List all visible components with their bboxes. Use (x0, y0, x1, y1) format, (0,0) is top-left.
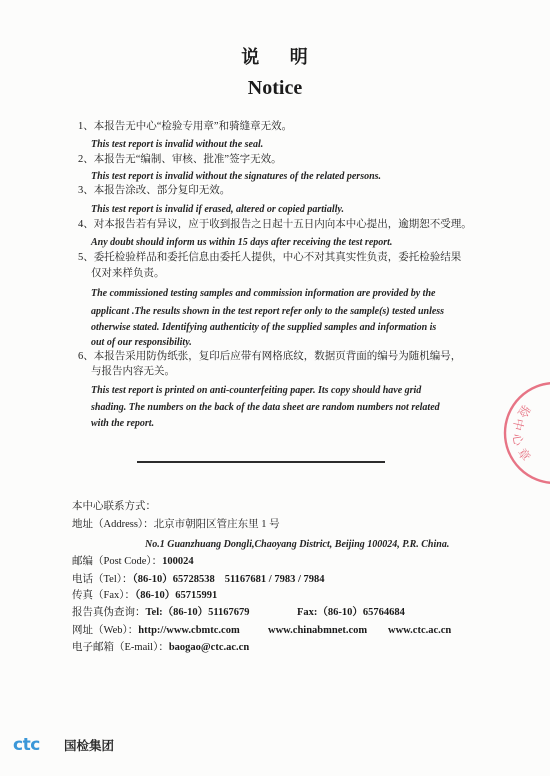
notice-item-5-en-line-1: The commissioned testing samples and commission information are provided by the (91, 288, 436, 299)
notice-item-5-cn-line-2: 仅对来样负责。 (91, 268, 165, 279)
notice-item-2-cn: 2、本报告无“编制、审核、批准”签字无效。 (78, 154, 282, 165)
contact-email (72, 641, 249, 655)
seal-char: 章 (514, 445, 534, 464)
verify-label: 报告真伪查询： (72, 607, 146, 618)
contact-address (72, 518, 280, 532)
notice-item-1-en: This test report is invalid without the seal. (91, 139, 264, 150)
postcode-value: 100024 (162, 556, 194, 567)
tel-value-main: （86-10）65728538 (132, 574, 215, 585)
notice-item-6-en-line-2: shading. The numbers on the back of the data sheet are random numbers not related (91, 402, 440, 413)
postcode-label: 邮编（Post Code）： (72, 556, 163, 567)
notice-item-6-cn-line-1: 6、本报告采用防伪纸张，复印后应带有网格底纹，数据页背面的编号为随机编号， (78, 351, 462, 362)
notice-item-4-cn: 4、对本报告若有异议，应于收到报告之日起十五日内向本中心提出，逾期恕不受理。 (78, 219, 472, 230)
address-label: 地址（Address）： (72, 519, 154, 530)
notice-item-6-en-line-3: with the report. (91, 418, 155, 429)
contact-web (72, 624, 240, 638)
verify-tel: Tel:（86-10）51167679 (145, 607, 250, 618)
email-value: baogao@ctc.ac.cn (168, 642, 250, 653)
notice-item-5-en-line-4: out of our responsibility. (91, 337, 192, 348)
web-url-2: www.chinabmnet.com (268, 625, 368, 636)
notice-item-1-cn: 1、本报告无中心“检验专用章”和骑缝章无效。 (78, 121, 293, 132)
seal-stamp (502, 378, 550, 488)
tel-value-extra: 51167681 / 7983 / 7984 (224, 574, 325, 585)
verify-fax (297, 606, 405, 620)
seal-char: 心 (509, 432, 526, 447)
fax-label: 传真（Fax）： (72, 590, 135, 601)
notice-item-5-en-line-3: otherwise stated. Identifying authenticity of the supplied samples and information is (91, 322, 437, 333)
contact-verify (72, 606, 250, 620)
section-divider (137, 461, 385, 463)
web-url-3-wrap (388, 624, 451, 638)
notice-item-2-en: This test report is invalid without the signatures of the related persons. (91, 171, 382, 182)
notice-item-3-en: This test report is invalid if erased, altered or copied partially. (91, 204, 344, 215)
contact-fax (72, 589, 217, 603)
web-url-1: http://www.cbmtc.com (138, 625, 240, 636)
tel-label: 电话（Tel）： (72, 574, 133, 585)
email-label: 电子邮箱（E-mail）： (72, 642, 169, 653)
contact-postcode (72, 555, 194, 569)
verify-fax-value: Fax:（86-10）65764684 (297, 607, 405, 618)
seal-char: 验 (514, 402, 534, 421)
contact-tel (72, 573, 325, 587)
seal-ring (505, 383, 550, 483)
notice-item-5-en-line-2: applicant .The results shown in the test report refer only to the sample(s) tested unless (91, 306, 445, 317)
web-url-2-wrap (268, 624, 367, 638)
contact-heading: 本中心联系方式： (72, 501, 156, 512)
address-en: No.1 Guanzhuang Dongli,Chaoyang District, Beijing 100024, P.R. China. (145, 539, 450, 550)
fax-value: （86-10）65715991 (135, 590, 218, 601)
page-title-cn: 说 明 (241, 47, 309, 67)
seal-char: 中 (509, 417, 527, 432)
web-url-3: www.ctc.ac.cn (388, 625, 452, 636)
ctc-logo-mark: ctc (13, 735, 40, 755)
page-title-en: Notice (247, 77, 303, 99)
notice-item-6-cn-line-2: 与报告内容无关。 (91, 366, 175, 377)
ctc-logo-text: 国检集团 (64, 738, 115, 753)
notice-item-4-en: Any doubt should inform us within 15 days after receiving the test report. (91, 237, 393, 248)
web-label: 网址（Web）： (72, 625, 139, 636)
address-cn: 北京市朝阳区管庄东里 1 号 (153, 519, 280, 530)
notice-item-3-cn: 3、本报告涂改、部分复印无效。 (78, 185, 231, 196)
notice-item-5-cn-line-1: 5、委托检验样品和委托信息由委托人提供，中心不对其真实性负责，委托检验结果 (78, 252, 462, 263)
notice-item-6-en-line-1: This test report is printed on anti-counterfeiting paper. Its copy should have grid (91, 385, 422, 396)
